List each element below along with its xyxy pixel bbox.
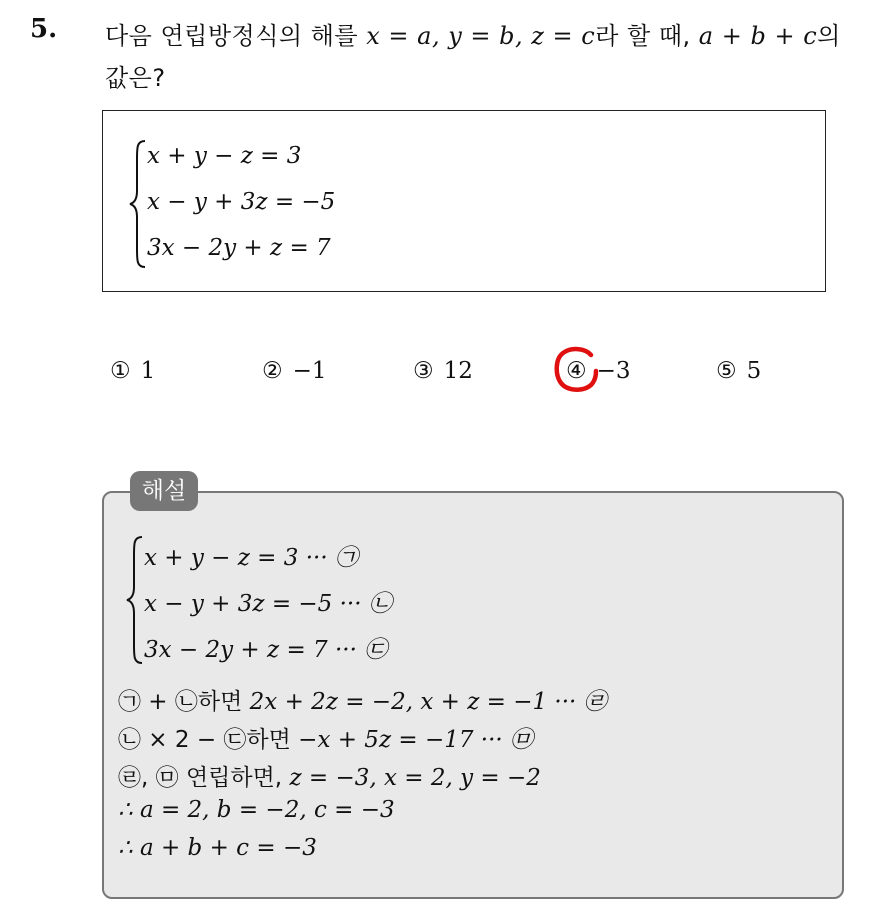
step2-text: 하면 (246, 727, 299, 753)
solution-step-5: ∴ a + b + c = −3 (118, 835, 317, 861)
question-math-solution: x = a, y = b, z = c (366, 22, 596, 50)
choice-value: 12 (443, 358, 473, 384)
choice-number: ① (110, 358, 131, 384)
choice-number: ⑤ (716, 358, 737, 384)
step2-ops: ㉡ × 2 − ㉢ (118, 727, 247, 753)
choice-5[interactable] (716, 358, 761, 384)
question-text-b: 라 할 때, (595, 22, 699, 50)
choice-number: ② (262, 358, 283, 384)
choice-number: ④ (566, 358, 587, 384)
step3-ops: ㉣, ㉤ (118, 765, 186, 791)
choice-1[interactable] (110, 358, 155, 384)
step3-text: 연립하면, (185, 765, 290, 791)
solution-step-2 (118, 721, 533, 754)
step2-math: −x + 5z = −17 ··· ㉤ (298, 727, 534, 753)
step1-math: 2x + 2z = −2, x + z = −1 ··· ㉣ (249, 689, 607, 715)
question-text-a: 다음 연립방정식의 해를 (105, 22, 367, 50)
answer-circle-mark (551, 343, 603, 395)
solution-equation-3: 3x − 2y + z = 7 ··· ㉢ (144, 637, 388, 663)
solution-step-1 (118, 683, 607, 716)
left-brace-icon (126, 535, 144, 665)
choice-value: 1 (140, 358, 156, 384)
choice-value: 5 (746, 358, 762, 384)
choice-3[interactable] (413, 358, 473, 384)
solution-equation-1: x + y − z = 3 ··· ㉠ (144, 545, 358, 571)
equation-1: x + y − z = 3 (147, 143, 302, 169)
left-brace-icon (129, 139, 147, 269)
question-text-line1 (105, 16, 841, 51)
equation-2: x − y + 3z = −5 (147, 189, 336, 215)
solution-step-3 (118, 759, 541, 792)
step3-math: z = −3, x = 2, y = −2 (289, 765, 541, 791)
choice-value: −1 (292, 358, 327, 384)
solution-equation-2: x − y + 3z = −5 ··· ㉡ (144, 591, 392, 617)
step1-ops: ㉠ + ㉡ (118, 689, 198, 715)
solution-step-4: ∴ a = 2, b = −2, c = −3 (118, 797, 395, 823)
question-text-line2: 값은? (105, 64, 166, 92)
choice-value: −3 (596, 358, 631, 384)
equation-3: 3x − 2y + z = 7 (147, 235, 331, 261)
question-math-sum: a + b + c (698, 22, 818, 50)
answer-choices (0, 358, 884, 388)
choice-number: ③ (413, 358, 434, 384)
equation-system-box (102, 110, 826, 292)
question-number: 5. (30, 14, 58, 44)
solution-tag: 해설 (130, 471, 198, 511)
choice-2[interactable] (262, 358, 327, 384)
step1-text: 하면 (197, 689, 250, 715)
question-text-c: 의 (817, 22, 841, 50)
